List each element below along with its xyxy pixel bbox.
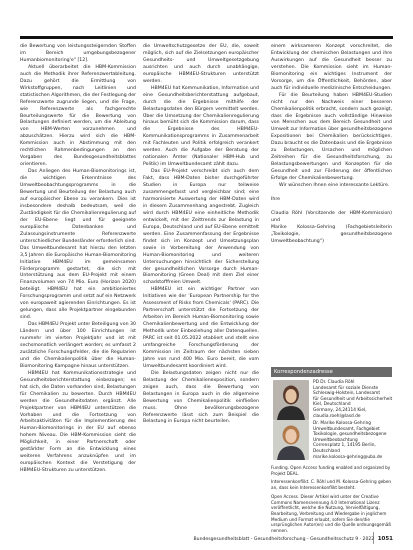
correspondence-header: Korrespondenzadresse <box>271 367 392 377</box>
contact-line: Dr. Marike Kolossa-Gehring <box>313 421 372 426</box>
page-number: 1051 <box>377 536 393 542</box>
contact-line: Deutschland <box>313 448 340 454</box>
contact-line: Umweltbundesamt, Fachgebiet <box>313 426 380 432</box>
contact-roehl <box>313 380 395 419</box>
paragraph: die Umweltschutzgesetze der EU, die, soweit möglich, sich auf die Zielsetzungen europäischer Gesundheits- und Umweltgesetzgebung ausrichten und auch durch unabhängige, europäische HBM4EU-Strukturen unterstützt werden. <box>143 44 259 84</box>
text-column-1 <box>20 44 136 475</box>
paragraph: Marike Kolossa-Gehring (Fachgebietsleiterin „Toxikologie, gesundheitsbezogene Umweltbeobachtung“) <box>271 224 392 244</box>
contact-line: claudia.roehl@lasd.de <box>313 413 361 419</box>
funding-paragraph: Interessenkonflikt. C. Röhl und M. Kolossa-Gehring geben an, dass kein Interessenkonflikt besteht. <box>271 479 392 491</box>
paragraph: die Bewertung von leistungssteigernden Stoffen im Bereich umgebungsbezogener Humanbiomonitoring'e" [12]. <box>20 44 136 63</box>
paragraph: Das HBM4EU Projekt unter Beteiligung von 30 Ländern und über 100 Einrichtungen ist nunmehr im vierten Projektjahr und ist mit sechsmonatlich verlängert worden; es umfasst 2 zusätzliche Forschungsfelder, die die Regularien und die Chemikalienpolitik über die Human-Biomonitoring Kampagne hinaus unterstützen. <box>20 322 136 369</box>
contact-line: Germany, 24,24114 Kiel, <box>313 407 367 413</box>
contact-line: für Gesundheit und Arbeitssicherheit <box>313 396 393 402</box>
contact-line: Toxikologie, gesundheitsbezogene <box>313 432 387 438</box>
text-column-3 <box>271 44 392 246</box>
journal-citation: Bundesgesundheitsblatt - Gesundheitsforschung - Gesundheitsschutz 9 · 2022 <box>193 537 375 542</box>
paragraph: Aktuell überarbeitet die HBM-Kommission auch die Methodik ihrer Referenzwertableitung. Dazu gehört die Ermittlung von Wirkstoffgruppen, nach Leitlinien und statistischen Algorithmen, die der Festlegung der Referenzwerte zugrunde liegen, und die Frage, wie Referenzwerte als fachgerechte Beurteilungswerte für die Bewertung von Belastungen definiert werden, um die Ableitung von HBM-Werten vorzunehmen und abzuschätzen. Hierzu wird sich die HBM-Kommission auch in Abstimmung mit den rechtlichen Rahmenbedingungen an den Vorgaben des Bundesgesundheitsblattes orientieren. <box>20 64 136 168</box>
paragraph: Ihre <box>271 197 281 203</box>
contact-line: Landesamt für soziale Dienste <box>313 385 379 391</box>
contact-kolossa-gehring <box>313 421 395 460</box>
contact-line: PD Dr. Claudia Röhl <box>313 380 355 385</box>
funding-note <box>271 465 393 537</box>
paragraph: HBM4EU hat Kommunikationsstrategie und Gesundheitsberichterstattung einbezogen; es hat sich, die Daten vorhanden sind, Belastungen für Chemikalien zu bewerten. Durch HBM4EU werden die Gesundheitsdaten ergänzt. Alle Projektpartner von HBM4EU unterstützen die Vorhaben und die Fortsetzung von Arbeitsaktivitäten für die Implementierung des Human-Biomonitorings in der EU auf ebenso hohem Niveau. Die HBM-Kommission sieht die Möglichkeit, in einer Partnerschaft oder gestärkter Form an die Entwicklung eines weiteren Verfahrens anzuknüpfen und im europäischen Kontext die Verstetigung der HBM4EU-Strukturen zu unterstützen. <box>20 370 136 474</box>
contact-line: Kiel, Deutschland <box>313 402 351 408</box>
contact-line: Umweltbeobachtung <box>313 437 358 443</box>
contact-line: Corrensplatz 1, 14195 Berlin, <box>313 443 376 449</box>
paragraph: Wir wünschen Ihnen eine interessante Lektüre. <box>279 183 390 189</box>
paragraph: Claudia Röhl (Vorsitzende der HBM-Kommission) und <box>271 210 392 223</box>
paragraph: Die Belastungsdaten zeigen nicht nur die Belastung der Chemikalienexposition, sondern zeigen auch, dass die Bewertung von Belastungen in Europa auch in die allgemeine Bewertung von Chemikalienpolitik einfließen muss. Ohne bevölkerungsbezogene Referenzwerte lässt sich zum Beispiel die Belastung in Europa nicht beurteilen. <box>143 370 259 425</box>
text-column-2 <box>143 44 259 426</box>
paragraph: HBM4EU hat Kommunikation, Information und eine Gesundheitsberichterstattung aufgebaut, durch die die Ergebnisse mithilfe der Belastungsdaten den Bürgern vermittelt werden. Über die Umsetzung der Chemikalienregulierung hinaus bemüht sich die Kommission darum, dass die Ergebnisse des HBM4EU-Kommunikationsprogramms in Zusammenarbeit mit Fachleuten und Politik erfolgreich verankert werden. Auch die Aufgabe der Beratung der nationalen Ämter (Nationaler HBM-Hub und Politik) im Umweltbundesamt zählt dazu. <box>143 85 259 168</box>
funding-paragraph: Open Access. Dieser Artikel wird unter der Creative Commons Namensnennung 4.0 International Lizenz veröffentlicht, welche die Nutzung, Vervielfältigung, Bearbeitung, Verbreitung und Wiedergabe in jeglichem Medium und Format erlaubt, sofern Sie den/die ursprünglichen Autor(en) und die Quelle ordnungsgemäß nennen. <box>271 493 391 534</box>
author-photo-roehl <box>273 380 309 420</box>
paragraph: Für die Beurteilung haben HBM4EU-Studien nicht nur den Nachweis einer besseren Chemikalienpolitik erbracht, sondern auch gezeigt, dass die Ergebnisse auch vollständige Hinweise von Menschen aus dem Bereich Gesundheit und Umwelt zur Information über gesundheitsbezogene Expositionen bei Chemikalien berücksichtigen. Dazu braucht es die Datenbasis und die Ergebnisse zu Belastungen, Ursachen und möglichen Zeitreihen für die Gesundheitsforschung, zu Belastungsbewertungen und Konzepten für die Gesundheit und zur Förderung der öffentlichen Erfolge der Chemikalienbewertung. <box>271 92 392 182</box>
funding-paragraph: Funding. Open Access funding enabled and organized by Projekt DEAL. <box>271 465 391 476</box>
header-rule <box>20 36 393 39</box>
author-photo-kolossa-gehring <box>273 420 309 460</box>
contact-line: marike.kolossa-gehring@uba.de <box>313 454 383 460</box>
paragraph: Das Anliegen des Human-Biomonitorings ist, die wichtigen Erkenntnisse des Umweltbeobachtungsprogramms in die Bewertung und Beurteilung der Belastung auch auf europäischer Ebene zu verankern. Dies ist insbesondere deshalb bedeutsam, weil die Zuständigkeit für die Chemikalienregulierung auf der EU-Ebene liegt und für geeignete europäische Datenbanken und Zulassungsinstrumente Referenzwerte unterschiedlicher Bundesländer erforderlich sind. Das Umweltbundesamt hat hierzu den letzten 3,5 Jahren die Europäische Human-Biomonitoring Initiative HBM4EU im gemeinsamen Förderprogramm gestartet, die sich mit Unterstützung aus dem EU-Projekt mit einem Finanzvolumen von 74 Mio. Euro (Horizon 2020) beteiligt. HBM4EU hat ein ambitioniertes Forschungsprogramm und setzt auf ein Netzwerk von europaweit agierenden Einrichtungen. Es ist gelungen, dass alle Projektpartner eingebunden sind. <box>20 169 136 321</box>
paragraph: einem wirksameren Konzept vorschreitet, die Entwicklung der chemischen Belastungen und ihre Auswirkungen auf die Gesundheit besser zu verstehen. Die Kommission sieht im Human-Biomonitoring ein wichtiges Instrument der Vorsorge, um die Öffentlichkeit, Behörden, aber auch für individuelle medizinische Entscheidungen. <box>271 44 392 91</box>
paragraph: Das EU-Projekt verschreibt sich auch dem Fakt, dass HBM-Daten bisher durchgeführter Studien in Europa nur teilweise zusammengefasst und vergleichbar sind; eine harmonisierte Auswertung der HBM-Daten wird in diesem Zusammenhang angestrebt. Zugleich wird durch HBM4EU eine einheitliche Methodik entwickelt, mit der Zeittrends zur Belastung in Europa, Deutschland und auf EU-Ebene ermittelt werden. Eine Zusammenfassung der Ergebnisse findet sich im Konzept und Umsetzungsplan sowie in Vorbereitung der Anwendung von Human-Biomonitoring und weiteren Untersuchungen hinsichtlich der Sicherstellung der gesundheitlichen Vorsorge durch Human-Biomonitoring (Green Deal) mit dem Ziel einer schadstofffreien Umwelt. <box>143 169 259 286</box>
paragraph: HBM4EU ist ein wichtiger Partner von Initiativen wie der 'European Partnership for the Assessment of Risks from Chemicals' (PARC). Die Partnerschaft unterstützt die Fortsetzung der Arbeiten im Bereich Human-Biomonitoring sowie Chemikalienbewertung und die Entwicklung der Methodik unter Einbeziehung aller Datenquellen. PARC ist seit 01.05.2022 etabliert und stellt eine umfangreiche Forschungsförderung der Kommission im Zeitraum der nächsten sieben Jahre von rund 400 Mio. Euro bereit, die vom Umweltbundesamt koordiniert wird. <box>143 287 259 369</box>
page-footer <box>190 536 393 543</box>
contact-line: Schleswig-Holstein, Landesamt <box>313 391 381 397</box>
